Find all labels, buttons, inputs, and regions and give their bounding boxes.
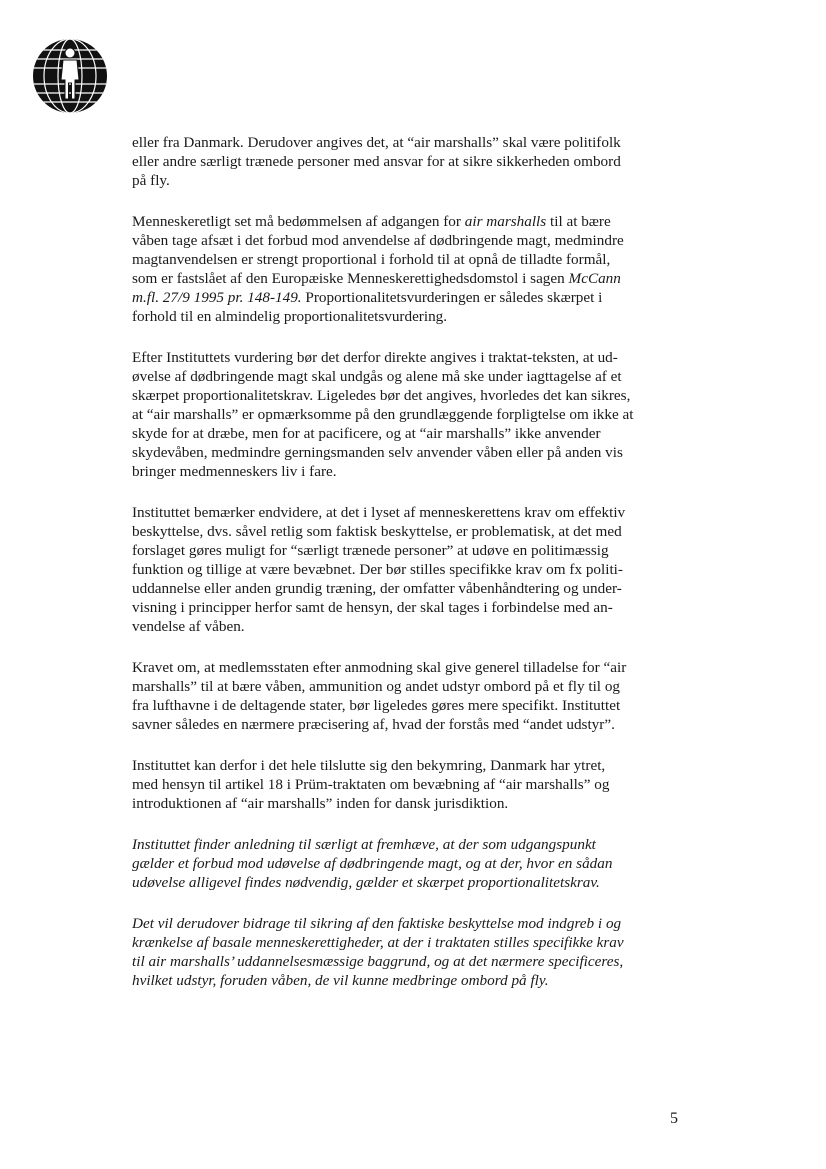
text-segment: beskyttelse, dvs. såvel retlig som faktisk beskyttelse, er problematisk, at det med [132, 523, 622, 540]
text-line [132, 171, 688, 190]
text-segment: Det vil derudover bidrage til sikring af den faktiske beskyttelse mod indgreb i og [132, 915, 622, 932]
text-segment: vendelse af våben. [132, 618, 245, 635]
paragraph [132, 503, 688, 636]
text-line [132, 212, 688, 231]
document-body [132, 133, 688, 1012]
text-line [132, 405, 688, 424]
text-line [132, 715, 688, 734]
text-segment: visning i principper herfor samt de hensyn, der skal tages i forbindelse med an- [132, 599, 613, 616]
text-line [132, 794, 688, 813]
text-line [132, 250, 688, 269]
text-line [132, 367, 688, 386]
text-line [132, 952, 688, 971]
text-segment: krænkelse af basale menneskerettigheder, at der i traktaten stilles specifikke krav [132, 934, 624, 951]
text-segment: bringer medmenneskers liv i fare. [132, 463, 337, 480]
text-line [132, 541, 688, 560]
text-segment: eller andre særligt trænede personer med ansvar for at sikre sikkerheden ombord [132, 153, 621, 170]
text-line [132, 677, 688, 696]
text-line [132, 835, 688, 854]
text-line [132, 386, 688, 405]
text-segment: til air marshalls’ uddannelsesmæssige baggrund, og at det nærmere specificeres, [132, 953, 624, 970]
text-segment: savner således en nærmere præcisering af, hvad der forstås med “andet udstyr”. [132, 716, 615, 733]
paragraph [132, 348, 688, 481]
text-segment: uddannelse eller anden grundig træning, der omfatter våbenhåndtering og under- [132, 580, 622, 597]
text-segment: som er fastslået af den Europæiske Menneskerettighedsdomstol i sagen [132, 270, 569, 287]
text-line [132, 696, 688, 715]
text-segment: Kravet om, at medlemsstaten efter anmodning skal give generel tilladelse for “air [132, 659, 627, 676]
text-segment: Instituttet kan derfor i det hele tilslutte sig den bekymring, Danmark har ytret, [132, 757, 606, 774]
text-segment: at “air marshalls” er opmærksomme på den grundlæggende forpligtelse om ikke at [132, 406, 634, 423]
text-segment: marshalls” til at bære våben, ammunition og andet udstyr ombord på et fly til og [132, 678, 621, 695]
text-segment: eller fra Danmark. Derudover angives det, at “air marshalls” skal være politifolk [132, 134, 621, 151]
text-segment: forslaget gøres muligt for “særligt trænede personer” at udøve en politimæssig [132, 542, 609, 559]
text-segment: med hensyn til artikel 18 i Prüm-traktaten om bevæbning af “air marshalls” og [132, 776, 610, 793]
text-line [132, 503, 688, 522]
text-line [132, 971, 688, 990]
text-segment: introduktionen af “air marshalls” inden for dansk jurisdiktion. [132, 795, 509, 812]
text-segment: til at bære [546, 213, 611, 230]
text-segment: skydevåben, medmindre gerningsmanden selv anvender våben eller på anden vis [132, 444, 623, 461]
paragraph [132, 835, 688, 892]
text-segment: fra lufthavne i de deltagende stater, bør ligeledes gøres mere specifikt. Instituttet [132, 697, 621, 714]
text-segment: skyde for at dræbe, men for at pacificere, og at “air marshalls” ikke anvender [132, 425, 601, 442]
italic-text: air marshalls [464, 213, 547, 230]
text-line [132, 307, 688, 326]
text-segment: Efter Instituttets vurdering bør det derfor direkte angives i traktat-teksten, at ud- [132, 349, 618, 366]
text-line [132, 658, 688, 677]
text-line [132, 152, 688, 171]
page-number: 5 [670, 1110, 678, 1127]
text-line [132, 443, 688, 462]
text-segment: gælder et forbud mod udøvelse af dødbringende magt, og at der, hvor en sådan [132, 855, 613, 872]
organization-logo [30, 36, 110, 116]
text-segment: Instituttet finder anledning til særligt at fremhæve, at der som udgangspunkt [132, 836, 596, 853]
paragraph [132, 658, 688, 734]
text-line [132, 462, 688, 481]
text-segment: på fly. [132, 172, 170, 189]
text-line [132, 522, 688, 541]
text-segment: Menneskeretligt set må bedømmelsen af adgangen for [132, 213, 465, 230]
italic-text: McCann [568, 270, 621, 287]
paragraph [132, 133, 688, 190]
text-line [132, 424, 688, 443]
text-line [132, 288, 688, 307]
text-segment: funktion og tillige at være bevæbnet. Der bør stilles specifikke krav om fx politi- [132, 561, 623, 578]
text-segment: øvelse af dødbringende magt skal undgås og alene må ske under iagttagelse af et [132, 368, 622, 385]
human-rights-globe-icon [30, 36, 110, 116]
text-line [132, 914, 688, 933]
paragraph [132, 756, 688, 813]
text-line [132, 348, 688, 367]
italic-text: m.fl. 27/9 1995 pr. 148-149. [132, 289, 302, 306]
text-segment: udøvelse alligevel findes nødvendig, gælder et skærpet proportionalitetskrav. [132, 874, 600, 891]
paragraph [132, 914, 688, 990]
text-line [132, 756, 688, 775]
text-line [132, 133, 688, 152]
text-line [132, 579, 688, 598]
text-segment: forhold til en almindelig proportionalitetsvurdering. [132, 308, 448, 325]
text-segment: våben tage afsæt i det forbud mod anvendelse af dødbringende magt, medmindre [132, 232, 624, 249]
text-line [132, 617, 688, 636]
text-line [132, 598, 688, 617]
text-line [132, 854, 688, 873]
text-line [132, 775, 688, 794]
text-line [132, 231, 688, 250]
text-segment: magtanvendelsen er strengt proportional i forhold til at opnå de tilladte formål, [132, 251, 611, 268]
text-segment: Instituttet bemærker endvidere, at det i lyset af menneskerettens krav om effektiv [132, 504, 626, 521]
text-line [132, 269, 688, 288]
text-segment: skærpet proportionalitetskrav. Ligeledes bør det angives, hvorledes det kan sikres, [132, 387, 631, 404]
text-line [132, 873, 688, 892]
text-line [132, 560, 688, 579]
text-segment: Proportionalitetsvurderingen er således skærpet i [301, 289, 603, 306]
text-line [132, 933, 688, 952]
text-segment: hvilket udstyr, foruden våben, de vil kunne medbringe ombord på fly. [132, 972, 549, 989]
paragraph [132, 212, 688, 326]
